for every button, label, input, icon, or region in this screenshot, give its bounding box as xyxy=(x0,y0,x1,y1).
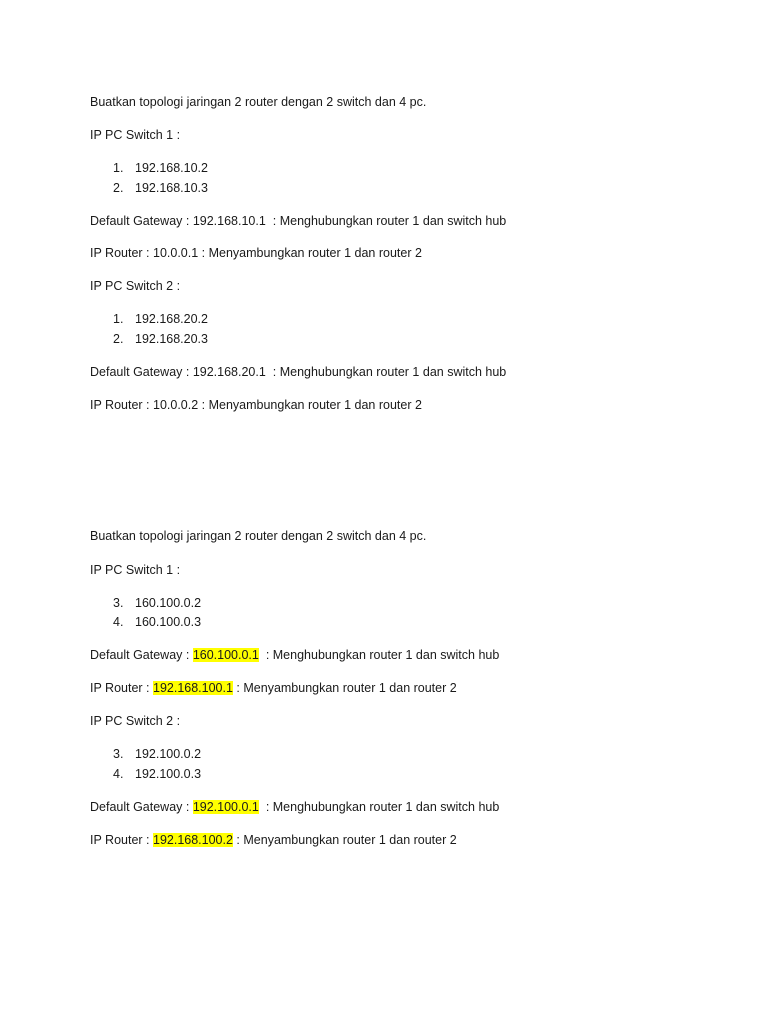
list-item-number: 4. xyxy=(113,615,124,629)
list-item-ip: 192.100.0.3 xyxy=(135,767,202,781)
section2-switch1-heading: IP PC Switch 1 : xyxy=(90,563,181,577)
list-item-ip: 160.100.0.3 xyxy=(135,615,202,629)
router-description: : Menyambungkan router 1 dan router 2 xyxy=(232,833,457,847)
section1-switch1-heading: IP PC Switch 1 : xyxy=(90,128,181,142)
section2-router2 xyxy=(90,832,457,848)
highlighted-ip: 192.100.0.1 xyxy=(192,800,259,814)
gateway-label: Default Gateway : xyxy=(90,800,193,814)
section1-gateway2: Default Gateway : 192.168.20.1 : Menghubungkan router 1 dan switch hub xyxy=(90,365,507,379)
list-item-number: 3. xyxy=(113,747,124,761)
section1-router1: IP Router : 10.0.0.1 : Menyambungkan router 1 dan router 2 xyxy=(90,246,422,260)
section2-switch2-heading: IP PC Switch 2 : xyxy=(90,714,181,728)
list-item-number: 3. xyxy=(113,596,124,610)
list-item-number: 1. xyxy=(113,312,124,326)
section2-router1 xyxy=(90,680,457,696)
section2-intro: Buatkan topologi jaringan 2 router dengan 2 switch dan 4 pc. xyxy=(90,529,427,543)
list-item-number: 2. xyxy=(113,332,124,346)
list-item-ip: 192.100.0.2 xyxy=(135,747,202,761)
highlighted-ip: 192.168.100.2 xyxy=(153,833,233,847)
list-item-ip: 160.100.0.2 xyxy=(135,596,202,610)
gateway-description: : Menghubungkan router 1 dan switch hub xyxy=(258,800,500,814)
router-label: IP Router : xyxy=(90,833,153,847)
list-item-ip: 192.168.10.3 xyxy=(135,181,208,195)
list-item-ip: 192.168.20.3 xyxy=(135,332,208,346)
list-item-number: 2. xyxy=(113,181,124,195)
list-item-ip: 192.168.10.2 xyxy=(135,161,208,175)
gateway-description: : Menghubungkan router 1 dan switch hub xyxy=(258,648,500,662)
gateway-label: Default Gateway : xyxy=(90,648,193,662)
section1-gateway1: Default Gateway : 192.168.10.1 : Menghubungkan router 1 dan switch hub xyxy=(90,214,507,228)
list-item-ip: 192.168.20.2 xyxy=(135,312,208,326)
section1-intro: Buatkan topologi jaringan 2 router dengan 2 switch dan 4 pc. xyxy=(90,95,427,109)
section1-router2: IP Router : 10.0.0.2 : Menyambungkan router 1 dan router 2 xyxy=(90,398,422,412)
section2-gateway1 xyxy=(90,647,499,663)
list-item-number: 1. xyxy=(113,161,124,175)
highlighted-ip: 192.168.100.1 xyxy=(153,681,233,695)
highlighted-ip: 160.100.0.1 xyxy=(192,648,259,662)
list-item-number: 4. xyxy=(113,767,124,781)
section1-switch2-heading: IP PC Switch 2 : xyxy=(90,279,181,293)
section2-gateway2 xyxy=(90,799,499,815)
router-label: IP Router : xyxy=(90,681,153,695)
router-description: : Menyambungkan router 1 dan router 2 xyxy=(232,681,457,695)
